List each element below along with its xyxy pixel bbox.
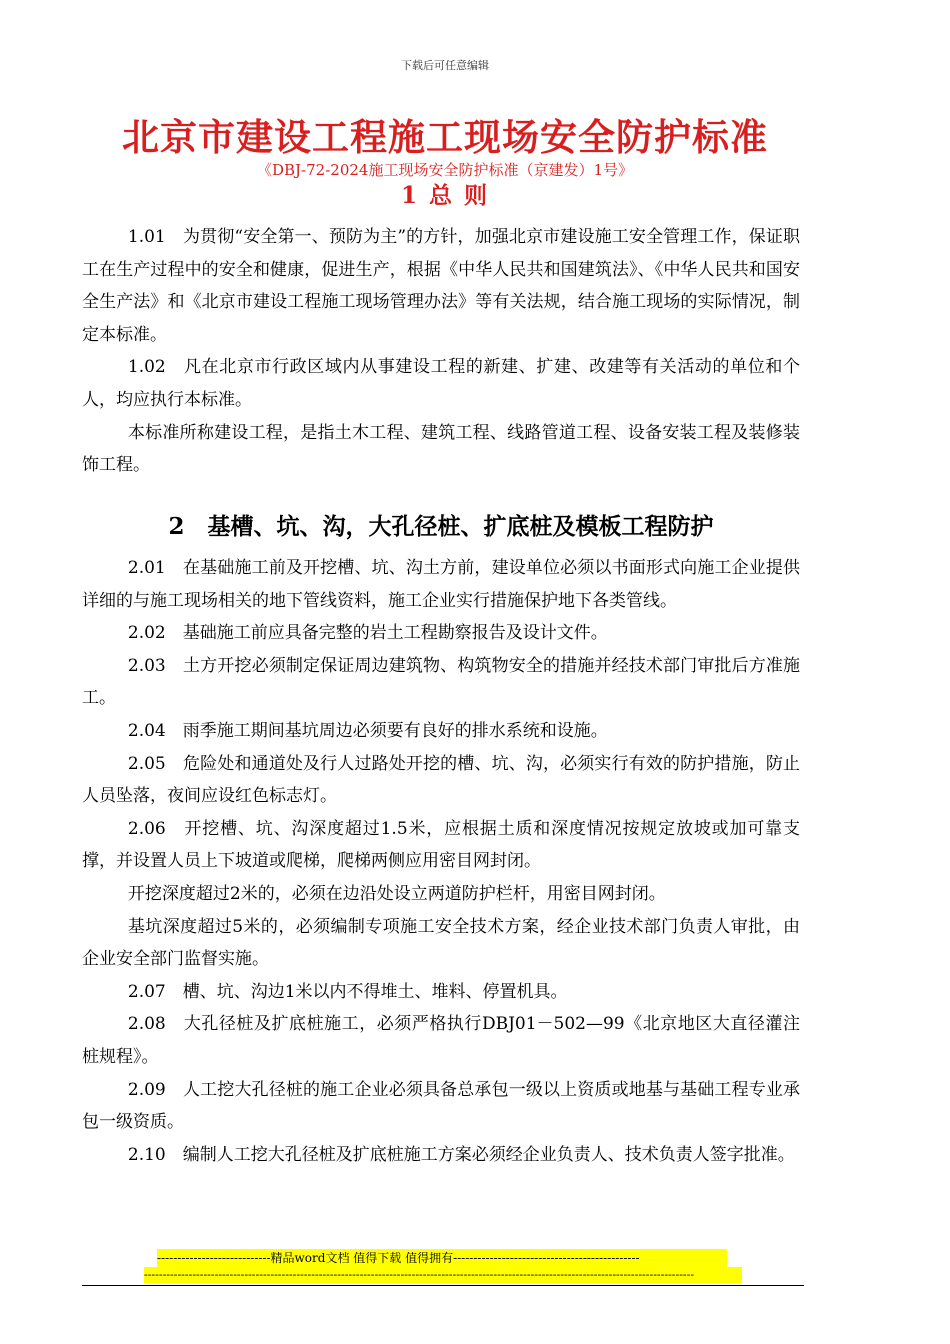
paragraph-2-08: 2.08 大孔径桩及扩底桩施工，必须严格执行DBJ01－502—99《北京地区大直径灌注桩规程》。 — [82, 1014, 800, 1067]
footer-banner: ----------------------------精品word文档 值得下载 值得拥有---------------------------------------------- — [157, 1249, 727, 1267]
paragraph-2-09: 2.09 人工挖大孔径桩的施工企业必须具备总承包一级以上资质或地基与基础工程专业承包一级资质。 — [82, 1079, 800, 1133]
paragraph-1-02: 1.02 凡在北京市行政区域内从事建设工程的新建、扩建、改建等有关活动的单位和个人，均应执行本标准。 — [82, 357, 800, 410]
section-2-heading: 2 基槽、坑、沟，大孔径桩、扩底桩及模板工程防护 — [168, 513, 714, 540]
paragraph-2-06: 2.06 开挖槽、坑、沟深度超过1.5米，应根据土质和深度情况按规定放坡或加可靠支撑，并设置人员上下坡道或爬梯，爬梯两侧应用密目网封闭。 — [82, 818, 800, 872]
footer-dash-line: ---------------------------------------------------------------------------------------------------------------------------------------------------- — [144, 1267, 742, 1283]
paragraph-2-07: 2.07 槽、坑、沟边1米以内不得堆土、堆料、停置机具。 — [127, 981, 568, 1002]
document-subtitle: 《DBJ-72-2024施工现场安全防护标准（京建发）1号》 — [256, 161, 633, 179]
footer-divider — [82, 1285, 804, 1286]
section-1-body — [82, 221, 800, 482]
paragraph-1-01: 1.01 为贯彻“安全第一、预防为主”的方针，加强北京市建设施工安全管理工作，保证职工在生产过程中的安全和健康，促进生产，根据《中华人民共和国建筑法》、《中华人民共和国安全生产法》和《北京市建设工程施工现场管理办法》等有关法规，结合施工现场的实际情况，制定本标准。 — [82, 227, 800, 345]
paragraph-2-03: 2.03 土方开挖必须制定保证周边建筑物、构筑物安全的措施并经技术部门审批后方准施工。 — [82, 655, 800, 709]
paragraph-2-06-depth-2m: 开挖深度超过2米的，必须在边沿处设立两道防护栏杆，用密目网封闭。 — [127, 883, 666, 904]
document-title: 北京市建设工程施工现场安全防护标准 — [122, 115, 768, 159]
paragraph-2-01: 2.01 在基础施工前及开挖槽、坑、沟土方前，建设单位必须以书面形式向施工企业提供详细的与施工现场相关的地下管线资料，施工企业实行措施保护地下各类管线。 — [82, 558, 800, 611]
section-1-heading: 1 总 则 — [400, 182, 490, 209]
paragraph-2-05: 2.05 危险处和通道处及行人过路处开挖的槽、坑、沟，必须实行有效的防护措施，防止人员坠落，夜间应设红色标志灯。 — [82, 753, 800, 807]
paragraph-2-10: 2.10 编制人工挖大孔径桩及扩底桩施工方案必须经企业负责人、技术负责人签字批准。 — [127, 1144, 795, 1165]
paragraph-2-04: 2.04 雨季施工期间基坑周边必须要有良好的排水系统和设施。 — [127, 720, 608, 741]
paragraph-2-02: 2.02 基础施工前应具备完整的岩土工程勘察报告及设计文件。 — [127, 623, 608, 644]
section-2-body — [82, 552, 800, 1171]
paragraph-2-06-depth-5m: 基坑深度超过5米的，必须编制专项施工安全技术方案，经企业技术部门负责人审批，由企业安全部门监督实施。 — [82, 916, 800, 970]
header-note: 下载后可任意编辑 — [401, 59, 489, 72]
paragraph-1-scope: 本标准所称建设工程，是指土木工程、建筑工程、线路管道工程、设备安装工程及装修装饰工程。 — [82, 422, 800, 476]
